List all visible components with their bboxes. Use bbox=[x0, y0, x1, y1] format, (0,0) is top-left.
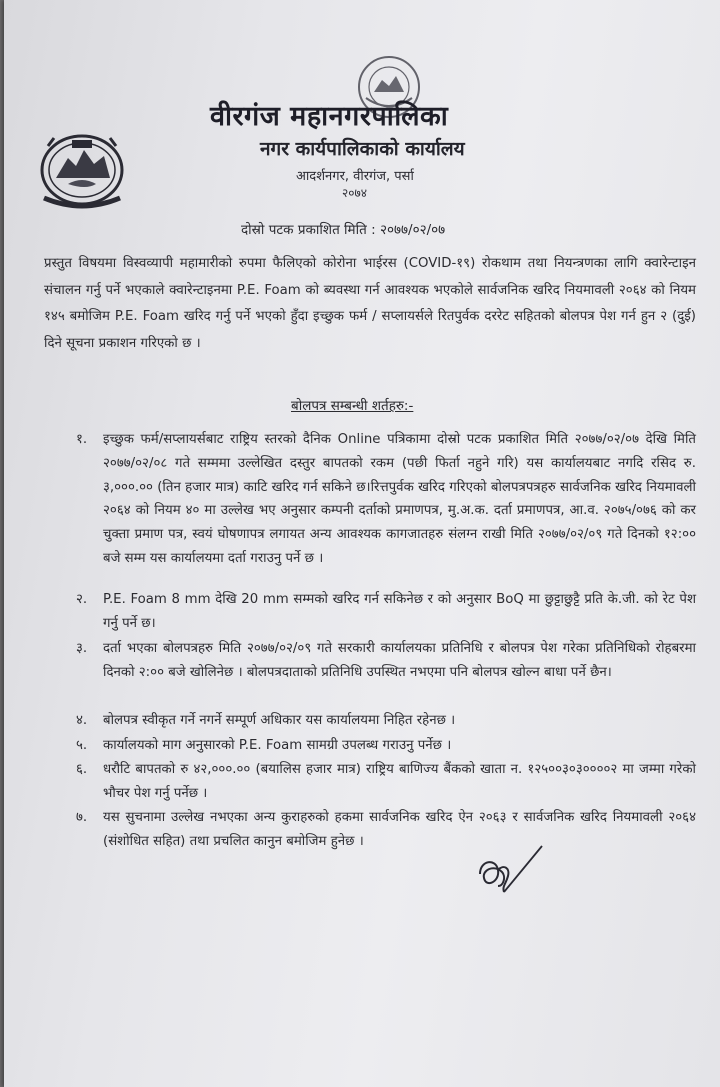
established-year: २०७४ bbox=[342, 186, 367, 200]
term-item bbox=[76, 806, 696, 854]
term-item bbox=[76, 588, 696, 636]
published-date: दोस्रो पटक प्रकाशित मिति : २०७७/०२/०७ bbox=[241, 222, 446, 238]
terms-heading: बोलपत्र सम्बन्धी शर्तहरु:- bbox=[291, 398, 414, 414]
municipality-title: वीरगंज महानगरपालिका bbox=[210, 101, 449, 132]
term-number: ३. bbox=[76, 641, 88, 656]
signature-icon bbox=[474, 842, 546, 898]
term-number: ७. bbox=[76, 810, 88, 825]
term-number: १. bbox=[76, 432, 88, 447]
term-number: ५. bbox=[76, 738, 88, 753]
term-text: यस सुचनामा उल्लेख नभएका अन्य कुराहरुको हकमा सार्वजनिक खरिद ऐन २०६३ र सार्वजनिक खरिद नियमावली २०६४ (संशोधित सहित) तथा प्रचलित कानुन बमोजिम हुनेछ । bbox=[103, 810, 696, 849]
term-item bbox=[76, 734, 696, 758]
term-text: दर्ता भएका बोलपत्रहरु मिति २०७७/०२/०९ गते सरकारी कार्यालयका प्रतिनिधि र बोलपत्र पेश गरेका प्रतिनिधिको रोहबरमा दिनको २:०० बजे खोलिनेछ । बोलपत्रदाताको प्रतिनिधि उपस्थित नभएमा पनि बोलपत्र खोल्न बाधा पर्ने छैन। bbox=[103, 641, 696, 680]
term-text: इच्छुक फर्म/सप्लायर्सबाट राष्ट्रिय स्तरको दैनिक Online पत्रिकामा दोस्रो पटक प्रकाशित मिति २०७७/०२/०७ देखि मिति २०७७/०२/०८ गते सम्ममा उल्लेखित दस्तुर बापतको रकम (पछी फिर्ता नहुने गरि) यस कार्यालयबाट नगदि रसिद रु. ३,०००.०० (तिन हजार मात्र) काटि खरिद गर्न सकिने छ।रित्तपुर्वक खरिद गरिएको बोलपत्रपत्रहरु सार्वजनिक खरिद नियमावली २०६४ को नियम ४० मा उल्लेख भए अनुसार कम्पनी दर्ताको प्रमाणपत्र, मु.अ.क. दर्ता प्रमाणपत्र, आ.व. २०७५/०७६ को कर चुक्ता प्रमाण पत्र, स्वयं घोषणापत्र लगायत अन्य आवश्यक कागजातहरु संलग्न राखी मिति २०७७/०२/०९ गते दिनको १२:०० बजे सम्म यस कार्यालयमा दर्ता गराउनु पर्ने छ । bbox=[103, 432, 696, 566]
term-item bbox=[76, 758, 696, 806]
term-text: P.E. Foam 8 mm देखि 20 mm सम्मको खरिद गर्न सकिनेछ र को अनुसार BoQ मा छुट्टाछुट्टै प्रति के.जी. को रेट पेश गर्नु पर्ने छ। bbox=[103, 592, 696, 631]
office-subtitle: नगर कार्यपालिकाको कार्यालय bbox=[260, 138, 465, 160]
term-item bbox=[76, 637, 696, 685]
office-address: आदर्शनगर, वीरगंज, पर्सा bbox=[296, 169, 414, 184]
term-text: कार्यालयको माग अनुसारको P.E. Foam सामग्री उपलब्ध गराउनु पर्नेछ । bbox=[103, 738, 452, 753]
term-number: ६. bbox=[76, 762, 88, 777]
intro-paragraph: प्रस्तुत विषयमा विस्वव्यापी महामारीको रुपमा फैलिएको कोरोना भाईरस (COVID-१९) रोकथाम तथा नियन्त्रणका लागि क्वारेन्टाइन संचालन गर्नु पर्ने भएकाले क्वारेन्टाइनमा P.E. Foam को ब्यवस्था गर्न आवश्यक भएकोले सार्वजनिक खरिद नियमावली २०६४ को नियम १४५ बमोजिम P.E. Foam खरिद गर्नु पर्ने भएको हुँदा इच्छुक फर्म / सप्लायर्सले रितपुर्वक दररेट सहितको बोलपत्र पेश गर्न हुन २ (दुई) दिने सूचना प्रकाशन गरिएको छ । bbox=[44, 256, 696, 351]
term-item bbox=[76, 428, 696, 571]
term-number: २. bbox=[76, 592, 88, 607]
term-item bbox=[76, 709, 696, 733]
term-number: ४. bbox=[76, 713, 88, 728]
notice-paper bbox=[4, 0, 720, 1087]
term-text: बोलपत्र स्वीकृत गर्ने नगर्ने सम्पूर्ण अधिकार यस कार्यालयमा निहित रहेनछ । bbox=[103, 713, 456, 728]
term-text: धरौटि बापतको रु ४२,०००.०० (बयालिस हजार मात्र) राष्ट्रिय बाणिज्य बैंकको खाता न. १२५००३०३००००२ मा जम्मा गरेको भौचर पेश गर्नु पर्नेछ । bbox=[103, 762, 696, 801]
nepal-emblem-icon bbox=[34, 126, 130, 212]
